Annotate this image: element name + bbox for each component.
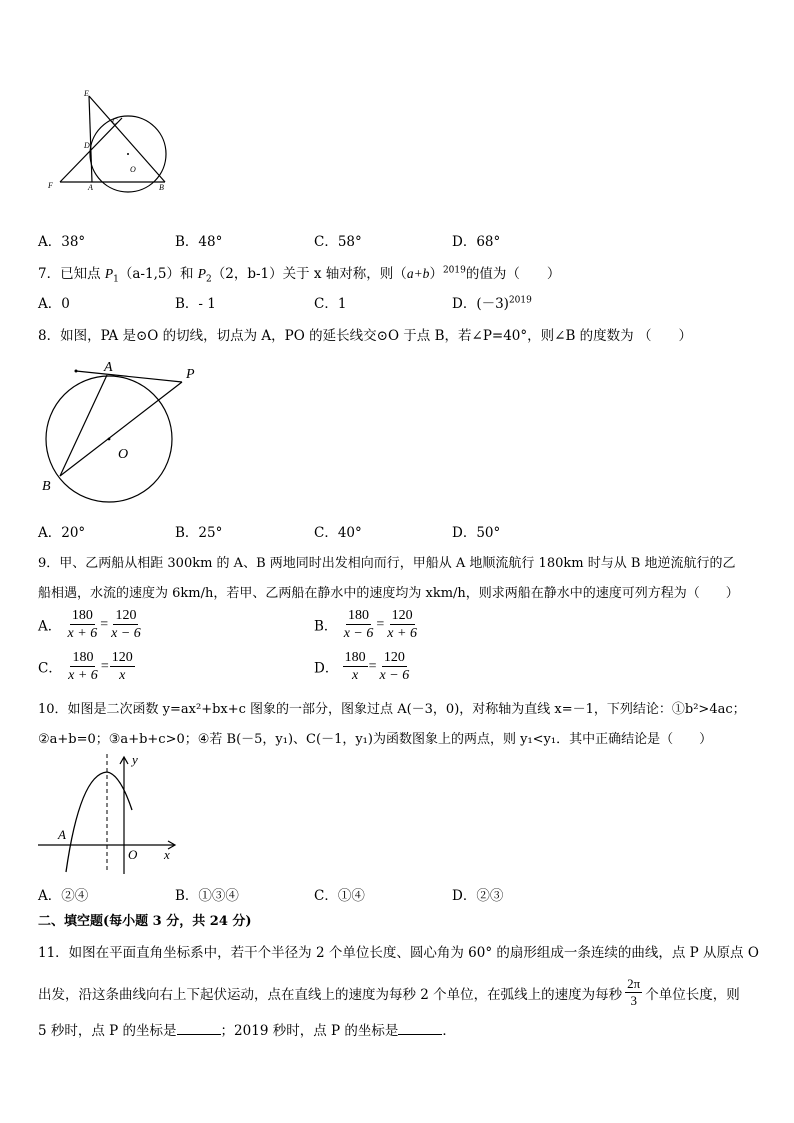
q9-a-den-1: x + 6 xyxy=(67,626,98,641)
q10-stem-line-1: 10．如图是二次函数 y=ax²+bx+c 图象的一部分，图象过点 A(－3，0)，对称轴为直线 x=－1，下列结论：①b²>4ac； xyxy=(38,702,746,717)
q7-point-p2: P xyxy=(197,266,206,281)
label-B: B xyxy=(159,183,164,192)
q9-c-num-2: 120 xyxy=(111,650,133,665)
q10-label-y: y xyxy=(132,752,138,767)
q11-line-3-text-b: ；2019 秒时，点 P 的坐标是 xyxy=(220,1023,399,1039)
q9-c-fraction-1 xyxy=(66,649,100,684)
q7-text-5: 的值为（ ） xyxy=(465,266,561,282)
q9-c-num-1: 180 xyxy=(72,650,94,665)
q11-stem-line-2 xyxy=(38,976,740,1009)
q11-stem-line-1: 11．如图在平面直角坐标系中，若干个半径为 2 个单位长度、圆心角为 60° 的扇形组成一条连续的曲线，点 P 从原点 O xyxy=(38,945,759,961)
q9-a-fraction-2 xyxy=(109,607,143,642)
q7-option-d-exponent: 2019 xyxy=(508,295,532,306)
q7-option-d-text: D．(－3) xyxy=(452,296,509,312)
q9-c-den-2: x xyxy=(119,668,126,683)
q9-option-c-label: C． xyxy=(38,660,62,677)
q9-b-num-2: 120 xyxy=(391,608,413,623)
q8-label-A: A xyxy=(104,360,113,375)
q9-option-c[interactable] xyxy=(38,649,135,684)
q9-d-den-1: x xyxy=(352,668,359,683)
q7-stem xyxy=(38,262,560,285)
q11-stem-line-3 xyxy=(38,1019,456,1039)
q7-sub-1: 1 xyxy=(113,274,119,285)
q9-a-equals: = xyxy=(100,616,109,632)
q7-exponent: 2019 xyxy=(442,265,466,276)
figure-q6-circle xyxy=(40,86,175,196)
label-D: D xyxy=(84,141,90,150)
q7-point-p1: P xyxy=(104,266,114,281)
q7-text-4: ） xyxy=(429,266,443,282)
q9-a-num-1: 180 xyxy=(71,608,93,623)
section-2-title: 二、填空题(每小题 3 分，共 24 分) xyxy=(38,914,252,929)
q11-answer-blank-1[interactable] xyxy=(177,1022,221,1035)
q10-stem-line-2: ②a+b=0；③a+b+c>0；④若 B(－5，y₁)、C(－1，y₁)为函数图象上的两点，则 y₁<y₁．其中正确结论是（ ） xyxy=(38,732,713,747)
q8-label-P: P xyxy=(186,367,195,382)
figure-q10-parabola xyxy=(36,752,181,877)
q9-option-d[interactable] xyxy=(314,649,411,684)
q8-stem: 8．如图，PA 是⊙O 的切线，切点为 A，PO 的延长线交⊙O 于点 B，若∠P=40°，则∠B 的度数为 （ ） xyxy=(38,328,692,344)
q9-a-den-2: x − 6 xyxy=(111,626,141,641)
q10-label-O: O xyxy=(128,847,138,862)
q9-option-a-label: A． xyxy=(38,618,62,635)
q8-option-b[interactable]: B．25° xyxy=(175,525,223,541)
q11-line-2-text-a: 出发，沿这条曲线向右上下起伏运动，点在直线上的速度为每秒 2 个单位，在弧线上的速度为每秒 xyxy=(38,986,623,1003)
q9-d-num-1: 180 xyxy=(344,650,366,665)
label-C: C xyxy=(112,117,118,126)
q9-b-den-1: x − 6 xyxy=(343,626,374,641)
q11-answer-blank-2[interactable] xyxy=(398,1022,442,1035)
label-E: E xyxy=(84,89,89,98)
q11-line-2-text-b: 个单位长度，则 xyxy=(645,986,740,1003)
q8-label-B: B xyxy=(42,479,51,494)
q11-speed-fraction xyxy=(625,976,642,1009)
q6-option-a[interactable]: A．38° xyxy=(38,234,86,250)
q8-option-a[interactable]: A．20° xyxy=(38,525,86,541)
q8-label-O: O xyxy=(118,447,129,462)
q9-b-fraction-1 xyxy=(342,607,376,642)
q11-line-3-text-a: 5 秒时，点 P 的坐标是 xyxy=(38,1023,177,1039)
q9-b-den-2: x + 6 xyxy=(387,626,417,641)
q10-label-x: x xyxy=(164,847,170,862)
q11-frac-den: 3 xyxy=(630,993,637,1008)
q9-stem-line-2: 船相遇，水流的速度为 6km/h，若甲、乙两船在静水中的速度均为 xkm/h，则求两船在静水中的速度可列方程为（ ） xyxy=(38,586,739,601)
q9-option-a[interactable] xyxy=(38,607,143,642)
q9-a-num-2: 120 xyxy=(115,608,137,623)
q8-option-d[interactable]: D．50° xyxy=(452,525,501,541)
q8-option-c[interactable]: C．40° xyxy=(314,525,362,541)
q9-stem-line-1: 9．甲、乙两船从相距 300km 的 A、B 两地同时出发相向而行，甲船从 A 地顺流航行 180km 时与从 B 地逆流航行的乙 xyxy=(38,556,736,571)
q9-d-den-2: x − 6 xyxy=(379,668,410,683)
q7-text-3: （2，b-1）关于 x 轴对称，则（ xyxy=(211,266,407,282)
q10-option-a[interactable]: A．②④ xyxy=(38,888,89,904)
label-F: F xyxy=(48,181,53,190)
q9-a-fraction-1 xyxy=(66,607,100,642)
q10-label-A: A xyxy=(58,827,66,842)
q7-option-b[interactable]: B．- 1 xyxy=(175,296,216,312)
q7-text-2: （a-1,5）和 xyxy=(118,266,198,282)
q9-c-equals: = xyxy=(100,658,109,674)
q10-option-c[interactable]: C．①④ xyxy=(314,888,365,904)
q9-option-b-label: B． xyxy=(314,618,338,635)
q7-text-1: 7．已知点 xyxy=(38,266,105,282)
q11-line-3-text-c: ． xyxy=(442,1023,456,1039)
q9-d-equals: = xyxy=(368,658,377,674)
q7-option-c[interactable]: C．1 xyxy=(314,296,347,312)
q7-option-a[interactable]: A．0 xyxy=(38,296,70,312)
q6-option-c[interactable]: C．58° xyxy=(314,234,362,250)
q9-b-num-1: 180 xyxy=(348,608,370,623)
q7-sub-2: 2 xyxy=(206,274,212,285)
figure-q8-circle-tangent xyxy=(36,358,206,508)
q10-option-d[interactable]: D．②③ xyxy=(452,888,504,904)
q7-a-plus-b: a+b xyxy=(406,266,430,281)
q9-b-fraction-2 xyxy=(385,607,419,642)
q6-option-d[interactable]: D．68° xyxy=(452,234,501,250)
q10-option-b[interactable]: B．①③④ xyxy=(175,888,239,904)
q11-frac-num: 2π xyxy=(627,976,641,991)
q9-c-fraction-2 xyxy=(110,649,135,684)
label-A: A xyxy=(88,183,93,192)
q9-b-equals: = xyxy=(376,616,385,632)
q6-option-b[interactable]: B．48° xyxy=(175,234,223,250)
q9-option-d-label: D． xyxy=(314,660,339,677)
q9-d-fraction-1 xyxy=(343,649,368,684)
label-O: O xyxy=(130,165,136,174)
q9-c-den-1: x + 6 xyxy=(68,668,98,683)
q9-d-num-2: 120 xyxy=(383,650,405,665)
q7-option-d[interactable] xyxy=(452,292,532,312)
q9-option-b[interactable] xyxy=(314,607,419,642)
q9-d-fraction-2 xyxy=(378,649,412,684)
